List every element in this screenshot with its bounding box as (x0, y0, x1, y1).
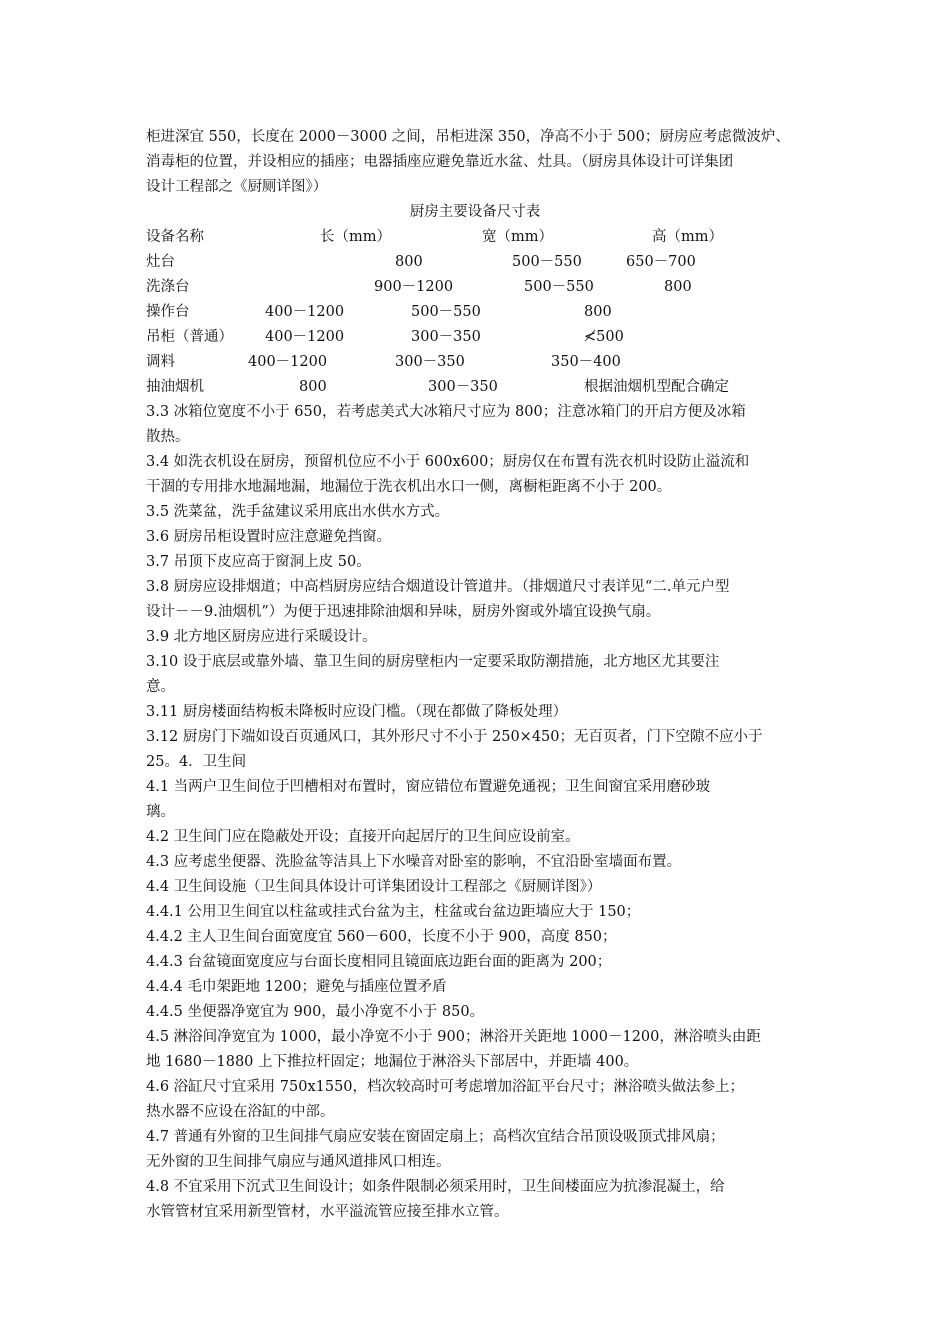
text-line: 3.8 厨房应设排烟道；中高档厨房应结合烟道设计管道井。（排烟道尺寸表详见“二.单元户型 (146, 579, 730, 595)
text-line: 璃。 (146, 804, 175, 820)
table-cell: 操作台 (146, 304, 190, 320)
text-line: 无外窗的卫生间排气扇应与通风道排风口相连。 (146, 1154, 451, 1170)
text-line: 25。4．卫生间 (146, 754, 247, 770)
text-line: 3.9 北方地区厨房应进行采暖设计。 (146, 629, 377, 645)
text-line: 设计工程部之《厨厕详图》） (146, 179, 328, 195)
table-cell: 灶台 (146, 254, 175, 270)
table-cell: 800 (584, 304, 612, 320)
text-line: 4.5 淋浴间净宽宜为 1000，最小净宽不小于 900；淋浴开关距地 1000－1200，淋浴喷头由距 (146, 1029, 761, 1045)
table-header-cell: 长（mm） (320, 229, 391, 245)
table-cell: 500－550 (524, 279, 594, 295)
text-line: 4.4.3 台盆镜面宽度应与台面长度相同且镜面底边距台面的距离为 200； (146, 954, 612, 970)
text-line: 散热。 (146, 429, 190, 445)
table-cell: 调料 (146, 354, 175, 370)
table-header-cell: 宽（mm） (482, 229, 553, 245)
text-line: 水管管材宜采用新型管材，水平溢流管应接至排水立管。 (146, 1204, 509, 1220)
text-line: 4.4 卫生间设施（卫生间具体设计可详集团设计工程部之《厨厕详图》） (146, 879, 602, 895)
text-line: 4.4.5 坐便器净宽宜为 900，最小净宽不小于 850。 (146, 1004, 485, 1020)
text-line: 3.10 设于底层或靠外墙、靠卫生间的厨房壁柜内一定要采取防潮措施，北方地区尤其要注 (146, 654, 720, 670)
table-cell: 800 (664, 279, 692, 295)
table-cell: 300－350 (411, 329, 481, 345)
text-line: 干涸的专用排水地漏地漏，地漏位于洗衣机出水口一侧，离橱柜距离不小于 200。 (146, 479, 672, 495)
text-line: 4.4.1 公用卫生间宜以柱盆或挂式台盆为主，柱盆或台盆边距墙应大于 150； (146, 904, 641, 920)
text-line: 设计－－9.油烟机”）为便于迅速排除油烟和异味，厨房外窗或外墙宜设换气扇。 (146, 604, 661, 620)
text-line: 3.12 厨房门下端如设百页通风口，其外形尺寸不小于 250×450；无百页者，门下空隙不应小于 (146, 729, 763, 745)
table-cell: 洗涤台 (146, 279, 190, 295)
table-cell: 400－1200 (248, 354, 328, 370)
text-line: 3.5 洗菜盆，洗手盆建议采用底出水供水方式。 (146, 504, 450, 520)
table-header-cell: 高（mm） (652, 229, 723, 245)
text-line: 3.6 厨房吊柜设置时应注意避免挡窗。 (146, 529, 392, 545)
table-cell: 400－1200 (265, 329, 345, 345)
table-cell: 350－400 (551, 354, 621, 370)
table-cell: 300－350 (395, 354, 465, 370)
table-cell: 650－700 (626, 254, 696, 270)
text-line: 消毒柜的位置，并设相应的插座；电器插座应避免靠近水盆、灶具。（厨房具体设计可详集团 (146, 154, 734, 170)
table-cell: 500－550 (512, 254, 582, 270)
table-cell: 800 (395, 254, 423, 270)
table-cell: ≮500 (584, 329, 624, 345)
text-line: 4.4.4 毛巾架距地 1200；避免与插座位置矛盾 (146, 979, 447, 995)
text-line: 3.3 冰箱位宽度不小于 650，若考虑美式大冰箱尺寸应为 800；注意冰箱门的开启方便及冰箱 (146, 404, 746, 420)
text-line: 热水器不应设在浴缸的中部。 (146, 1104, 335, 1120)
text-line: 柜进深宜 550，长度在 2000－3000 之间，吊柜进深 350，净高不小于 500；厨房应考虑微波炉、 (146, 129, 790, 145)
text-line: 4.4.2 主人卫生间台面宽度宜 560－600，长度不小于 900，高度 850； (146, 929, 617, 945)
table-cell: 吊柜（普通） (146, 329, 233, 345)
table-cell: 900－1200 (374, 279, 454, 295)
table-cell: 800 (299, 379, 327, 395)
text-line: 4.7 普通有外窗的卫生间排气扇应安装在窗固定扇上；高档次宜结合吊顶设吸顶式排风扇； (146, 1129, 725, 1145)
table-title: 厨房主要设备尺寸表 (409, 204, 541, 220)
text-line: 意。 (146, 679, 175, 695)
text-line: 3.11 厨房楼面结构板未降板时应设门槛。（现在都做了降板处理） (146, 704, 568, 720)
table-cell: 300－350 (428, 379, 498, 395)
table-cell: 400－1200 (265, 304, 345, 320)
table-cell: 根据油烟机型配合确定 (584, 379, 729, 395)
table-cell: 抽油烟机 (146, 379, 204, 395)
text-line: 地 1680－1880 上下推拉杆固定；地漏位于淋浴头下部居中，并距墙 400。 (146, 1054, 639, 1070)
table-cell: 500－550 (411, 304, 481, 320)
text-line: 3.4 如洗衣机设在厨房，预留机位应不小于 600x600；厨房仅在布置有洗衣机时设防止溢流和 (146, 454, 750, 470)
text-line: 4.2 卫生间门应在隐蔽处开设；直接开向起居厅的卫生间应设前室。 (146, 829, 580, 845)
text-line: 4.3 应考虑坐便器、洗脸盆等洁具上下水噪音对卧室的影响，不宜沿卧室墙面布置。 (146, 854, 682, 870)
table-header-cell: 设备名称 (146, 229, 204, 245)
text-line: 4.6 浴缸尺寸宜采用 750x1550，档次较高时可考虑增加浴缸平台尺寸；淋浴喷头做法参上； (146, 1079, 745, 1095)
text-line: 4.1 当两户卫生间位于凹槽相对布置时，窗应错位布置避免通视；卫生间窗宜采用磨砂玻 (146, 779, 711, 795)
text-line: 4.8 不宜采用下沉式卫生间设计；如条件限制必须采用时，卫生间楼面应为抗渗混凝土，给 (146, 1179, 725, 1195)
text-line: 3.7 吊顶下皮应高于窗洞上皮 50。 (146, 554, 371, 570)
